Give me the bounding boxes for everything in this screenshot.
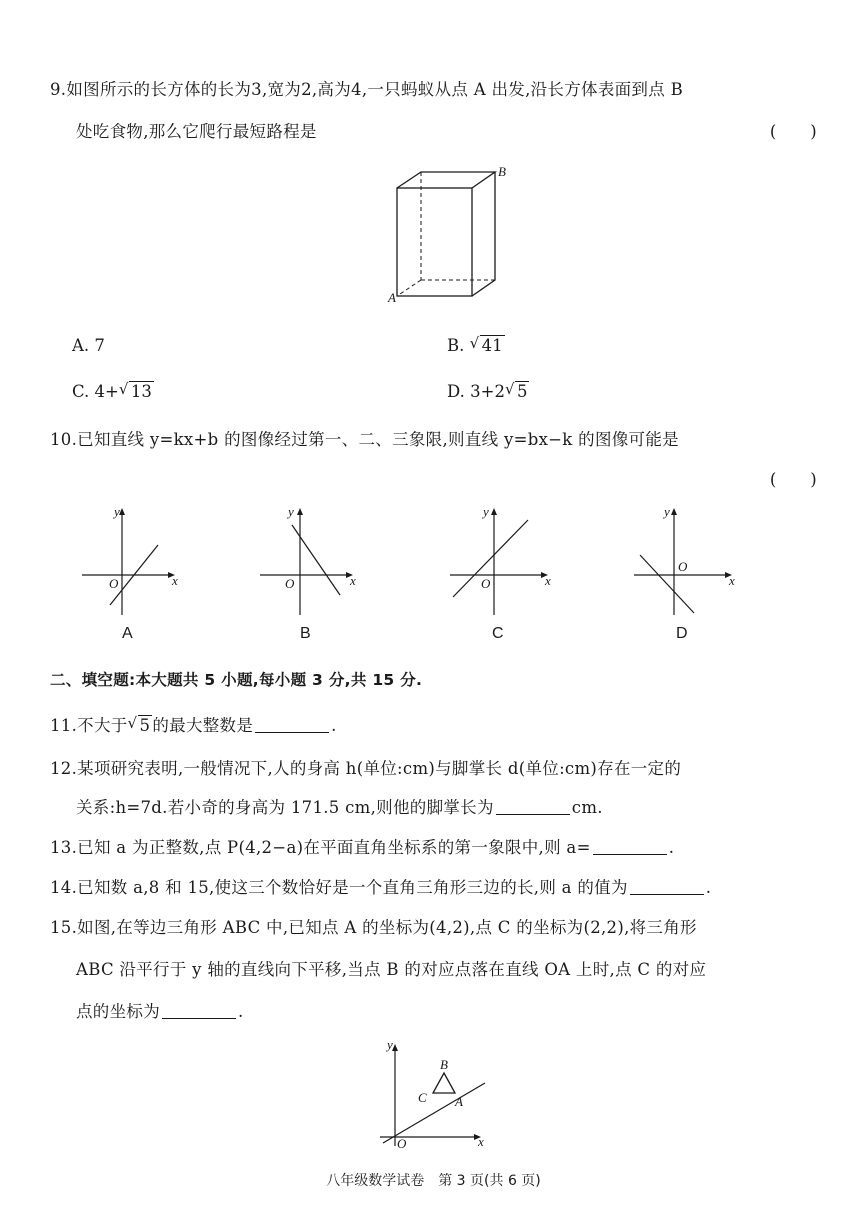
q10-line1: 10.已知直线 y=kx+b 的图像经过第一、二、三象限,则直线 y=bx−k 的图像可能是 bbox=[50, 430, 679, 449]
svg-text:O: O bbox=[109, 576, 119, 591]
q11-answer-blank[interactable] bbox=[255, 718, 329, 733]
q9-line2: 处吃食物,那么它爬行最短路程是 bbox=[76, 122, 317, 141]
q15-answer-blank[interactable] bbox=[162, 1004, 236, 1019]
q14: 14.已知数 a,8 和 15,使这三个数恰好是一个直角三角形三边的长,则 a 的值为 . bbox=[50, 878, 712, 897]
page-footer: 八年级数学试卷 第 3 页(共 6 页) bbox=[326, 1173, 541, 1189]
q12-answer-blank[interactable] bbox=[496, 800, 570, 815]
q15-figure bbox=[375, 1037, 495, 1151]
q9-label-a: A bbox=[388, 290, 396, 305]
q13-answer-blank[interactable] bbox=[593, 840, 667, 855]
svg-text:x: x bbox=[545, 573, 551, 588]
svg-text:O: O bbox=[285, 576, 295, 591]
svg-text:y: y bbox=[483, 504, 489, 519]
q12-line2: 关系:h=7d.若小奇的身高为 171.5 cm,则他的脚掌长为 cm. bbox=[76, 798, 603, 817]
q15-line3: 点的坐标为 . bbox=[76, 1002, 244, 1021]
q9-option-b: B. √ 41 bbox=[447, 334, 503, 355]
section-2-heading: 二、填空题:本大题共 5 小题,每小题 3 分,共 15 分. bbox=[50, 671, 423, 689]
svg-text:O: O bbox=[481, 576, 491, 591]
svg-text:y: y bbox=[114, 504, 120, 519]
q10-answer-paren: ( ) bbox=[769, 470, 817, 489]
svg-text:x: x bbox=[729, 573, 735, 588]
svg-text:x: x bbox=[172, 573, 178, 588]
q15-line2: ABC 沿平行于 y 轴的直线向下平移,当点 B 的对应点落在直线 OA 上时,点 C 的对应 bbox=[76, 960, 707, 979]
q9-option-d: D. 3+2 √ 5 bbox=[447, 380, 528, 401]
svg-text:O: O bbox=[397, 1136, 407, 1151]
q10-option-d-label: D bbox=[676, 625, 688, 642]
q10-graph-d bbox=[632, 505, 737, 620]
q11: 11.不大于 √ 5 的最大整数是 . bbox=[50, 714, 337, 735]
svg-text:x: x bbox=[350, 573, 356, 588]
q9-answer-paren: ( ) bbox=[769, 122, 817, 141]
svg-text:y: y bbox=[387, 1037, 393, 1052]
q15-line1: 15.如图,在等边三角形 ABC 中,已知点 A 的坐标为(4,2),点 C 的坐标为(2,2),将三角形 bbox=[50, 918, 697, 937]
q10-graph-b bbox=[258, 505, 358, 620]
q9-option-c: C. 4+ √ 13 bbox=[72, 380, 152, 401]
q9-line1: 9.如图所示的长方体的长为3,宽为2,高为4,一只蚂蚁从点 A 出发,沿长方体表面到点 B bbox=[50, 80, 683, 99]
svg-text:x: x bbox=[478, 1134, 484, 1149]
q13: 13.已知 a 为正整数,点 P(4,2−a)在平面直角坐标系的第一象限中,则 a= . bbox=[50, 838, 675, 857]
svg-text:y: y bbox=[288, 504, 294, 519]
svg-text:B: B bbox=[440, 1057, 448, 1072]
q10-option-b-label: B bbox=[300, 625, 311, 642]
svg-text:y: y bbox=[664, 504, 670, 519]
q10-graph-c bbox=[448, 505, 553, 620]
q12-line1: 12.某项研究表明,一般情况下,人的身高 h(单位:cm)与脚掌长 d(单位:cm)存在一定的 bbox=[50, 759, 682, 778]
q10-option-a-label: A bbox=[122, 625, 133, 642]
q10-graph-a bbox=[80, 505, 180, 620]
q10-option-c-label: C bbox=[492, 625, 504, 642]
svg-text:C: C bbox=[418, 1090, 427, 1105]
svg-text:O: O bbox=[678, 559, 688, 574]
q14-answer-blank[interactable] bbox=[630, 880, 704, 895]
svg-text:A: A bbox=[455, 1094, 463, 1109]
q9-label-b: B bbox=[498, 164, 506, 179]
q9-option-a: A. 7 bbox=[72, 336, 105, 355]
q9-cuboid-figure bbox=[385, 160, 515, 305]
